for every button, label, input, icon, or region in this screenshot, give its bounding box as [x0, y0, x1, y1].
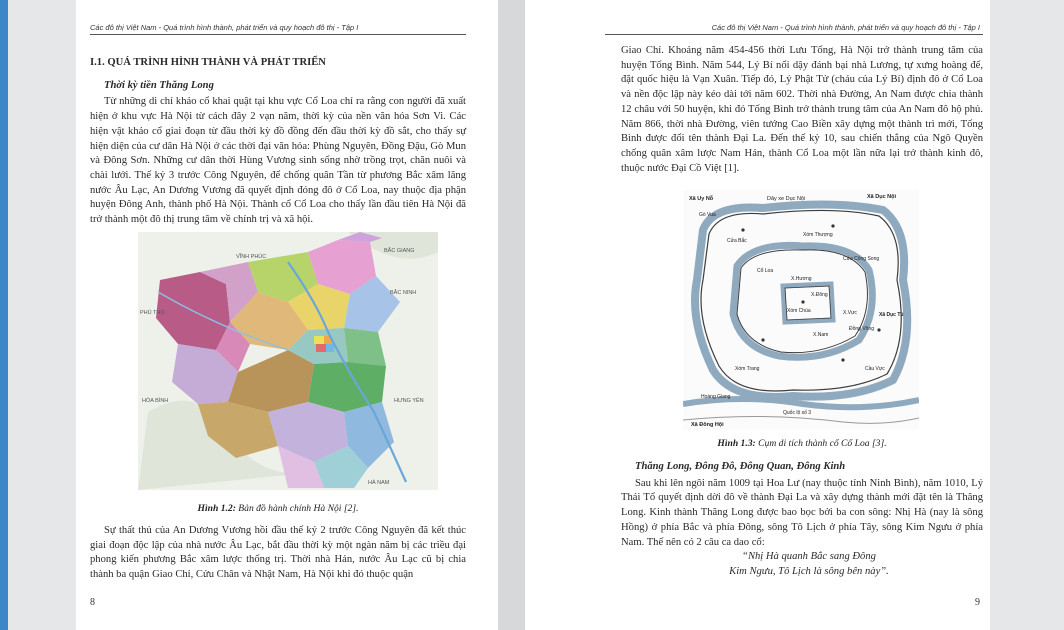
paragraph: Từ những di chỉ khảo cổ khai quật tại khu vực Cổ Loa chỉ ra rằng con người đã xuất hiện ở khu vực Hà Nội từ cách đây 2 vạn năm, thời kỳ của nền văn hóa Sơn Vi. Các hiện vật khảo cổ giai đoạn từ đầu thời kỳ đồ đồng đến đầu thời kỳ đồ sắt, cho thấy sự hiện diện của cư dân Hà Nội ở các thời đại văn hóa: Phùng Nguyên, Đồng Đậu, Gò Mun và Đông Sơn. Những cư dân thời Hùng Vương sinh sống nhờ trồng trọt, chăn nuôi và chài lưới. Thế kỷ 3 trước Công Nguyên, để chống quân Tần từ phương Bắc xâm lăng nước Âu Lạc, An Dương Vương đã quyết định đóng đô ở Cổ Loa, nay thuộc địa phận huyện Đông Anh, thành phố Hà Nội. Thành cổ Cổ Loa cho thấy lần đầu tiên Hà Nội đã trở thành một đô thị trung tâm về chính trị và xã hội.: [90, 96, 466, 226]
paragraph: Giao Chỉ. Khoảng năm 454-456 thời Lưu Tống, Hà Nội trở thành trung tâm của huyện Tống Bình. Năm 544, Lý Bí nổi dậy đánh bại nhà Lương, tự xưng hoàng đế, đặt quốc hiệu là Vạn Xuân. Tiếp đó, Lý Phật Tử (cháu của Lý Bí) định đô ở Cổ Loa và nền độc lập này kéo dài tới năm 602. Thời nhà Đường, An Nam được chia thành 12 châu với 50 huyện, khi đó Tống Bình trở thành trung tâm của An Nam đô hộ phủ. Năm 866, thời nhà Đường, viên tướng Cao Biền xây dựng một thành trì mới, Tống Bình được đổi tên thành Đại La. Đến thế kỷ 10, sau chiến thắng của Ngô Quyền chống quân xâm lược Nam Hán, thành Cổ Loa một lần nữa lại trở thành kinh đô, thuộc nước Đại Cồ Việt [1].: [621, 45, 983, 174]
map-label: X.Đông: [811, 292, 828, 298]
map-label: Xã Đông Hội: [691, 422, 724, 428]
map-label: Xã Dục Nội: [867, 194, 897, 200]
figure-caption-text: Cụm di tích thành cổ Cổ Loa [3].: [758, 438, 887, 449]
co-loa-map: [683, 190, 919, 430]
running-head: Các đô thị Việt Nam - Quá trình hình thành, phát triển và quy hoạch đô thị - Tập I: [90, 23, 359, 32]
left-body-bottom: [90, 524, 466, 583]
hanoi-admin-map: [138, 232, 438, 490]
paragraph: Sự thất thủ của An Dương Vương hồi đầu thế kỷ 2 trước Công Nguyên đã kết thúc giai đoạn độc lập của nhà nước Âu Lạc, bắt đầu thời kỳ một ngàn năm bị các triều đại phong kiến phương Bắc xâm lược thống trị. Thời nhà Hán, nước Âu Lạc cũ bị chia thành ba quận Giao Chỉ, Cửu Chân và Nhật Nam, Hà Nội khi đó thuộc quận: [90, 525, 466, 581]
page-gutter: [497, 0, 525, 630]
map-label: Gò Vua: [699, 212, 716, 218]
map-label: HƯNG YÊN: [394, 398, 424, 404]
map-label: Xóm Trang: [735, 366, 760, 372]
right-body-bottom: [621, 460, 983, 580]
figure-label: Hình 1.3:: [717, 438, 756, 449]
map-label: VĨNH PHÚC: [236, 254, 267, 260]
map-label: BẮC NINH: [390, 290, 417, 296]
right-body-top: [621, 44, 983, 176]
map-label: X.Hương: [791, 276, 812, 282]
map-label: Hoàng Giang: [701, 394, 731, 400]
figure-caption-text: Bản đồ hành chính Hà Nội [2].: [238, 503, 359, 514]
page-number: 9: [975, 597, 980, 608]
map-label: Xóm Chùa: [787, 308, 811, 314]
map-label: Xóm Thượng: [803, 232, 833, 238]
map-label: Cửa Bắc: [727, 238, 747, 244]
map-label: Xã Uy Nỗ: [689, 196, 714, 202]
figure-label: Hình 1.2:: [197, 503, 236, 514]
map-label: Dây xe Dục Nội: [767, 196, 806, 202]
header-rule: [605, 34, 983, 35]
figure-caption-1-3: [621, 438, 983, 449]
verse-line: Kim Ngưu, Tô Lịch là sông bên này”.: [729, 565, 889, 577]
section-title: I.1. QUÁ TRÌNH HÌNH THÀNH VÀ PHÁT TRIỂN: [90, 57, 326, 68]
page-left: [76, 0, 498, 630]
map-label: X.Vực: [843, 310, 857, 316]
page-number: 8: [90, 597, 95, 608]
map-label: Cửa Cống Song: [843, 256, 880, 262]
paragraph: Sau khi lên ngôi năm 1009 tại Hoa Lư (nay thuộc tỉnh Ninh Bình), năm 1010, Lý Thái Tổ quyết định dời đô về thành Đại La và xây dựng thành mới đặt tên là Thăng Long. Kinh thành Thăng Long được bao bọc bởi ba con sông: Nhị Hà (nay là sông Hồng) ở phía Bắc và phía Đông, sông Tô Lịch ở phía Tây, sông Kim Ngưu ở phía Nam. Thế nên có 2 câu ca dao cổ:: [621, 477, 983, 548]
map-label: X.Nam: [813, 332, 829, 338]
map-label: Cầu Vực: [865, 366, 885, 372]
map-label: BẮC GIANG: [384, 248, 415, 254]
figure-caption-1-2: [90, 503, 466, 514]
map-label: HÀ NAM: [368, 480, 390, 486]
map-label: PHÚ THỌ: [140, 310, 165, 316]
subhead-tien-thang-long: Thời kỳ tiền Thăng Long: [104, 79, 214, 91]
subhead-thang-long: Thăng Long, Đông Đô, Đông Quan, Đông Kinh: [635, 461, 846, 472]
map-label: Xã Dục Tú: [879, 312, 904, 318]
page-right: [525, 0, 990, 630]
running-head: Các đô thị Việt Nam - Quá trình hình thành, phát triển và quy hoạch đô thị - Tập I: [711, 23, 980, 32]
left-body-top: [90, 56, 466, 228]
header-rule: [90, 34, 466, 35]
verse-line: “Nhị Hà quanh Bắc sang Đông: [742, 551, 876, 563]
map-label: Đồng Vông: [849, 326, 875, 332]
map-label: HÒA BÌNH: [142, 398, 169, 404]
map-label: Cổ Loa: [757, 268, 774, 274]
window-edge: [0, 0, 8, 630]
map-label: Quốc lộ số 3: [783, 410, 812, 416]
